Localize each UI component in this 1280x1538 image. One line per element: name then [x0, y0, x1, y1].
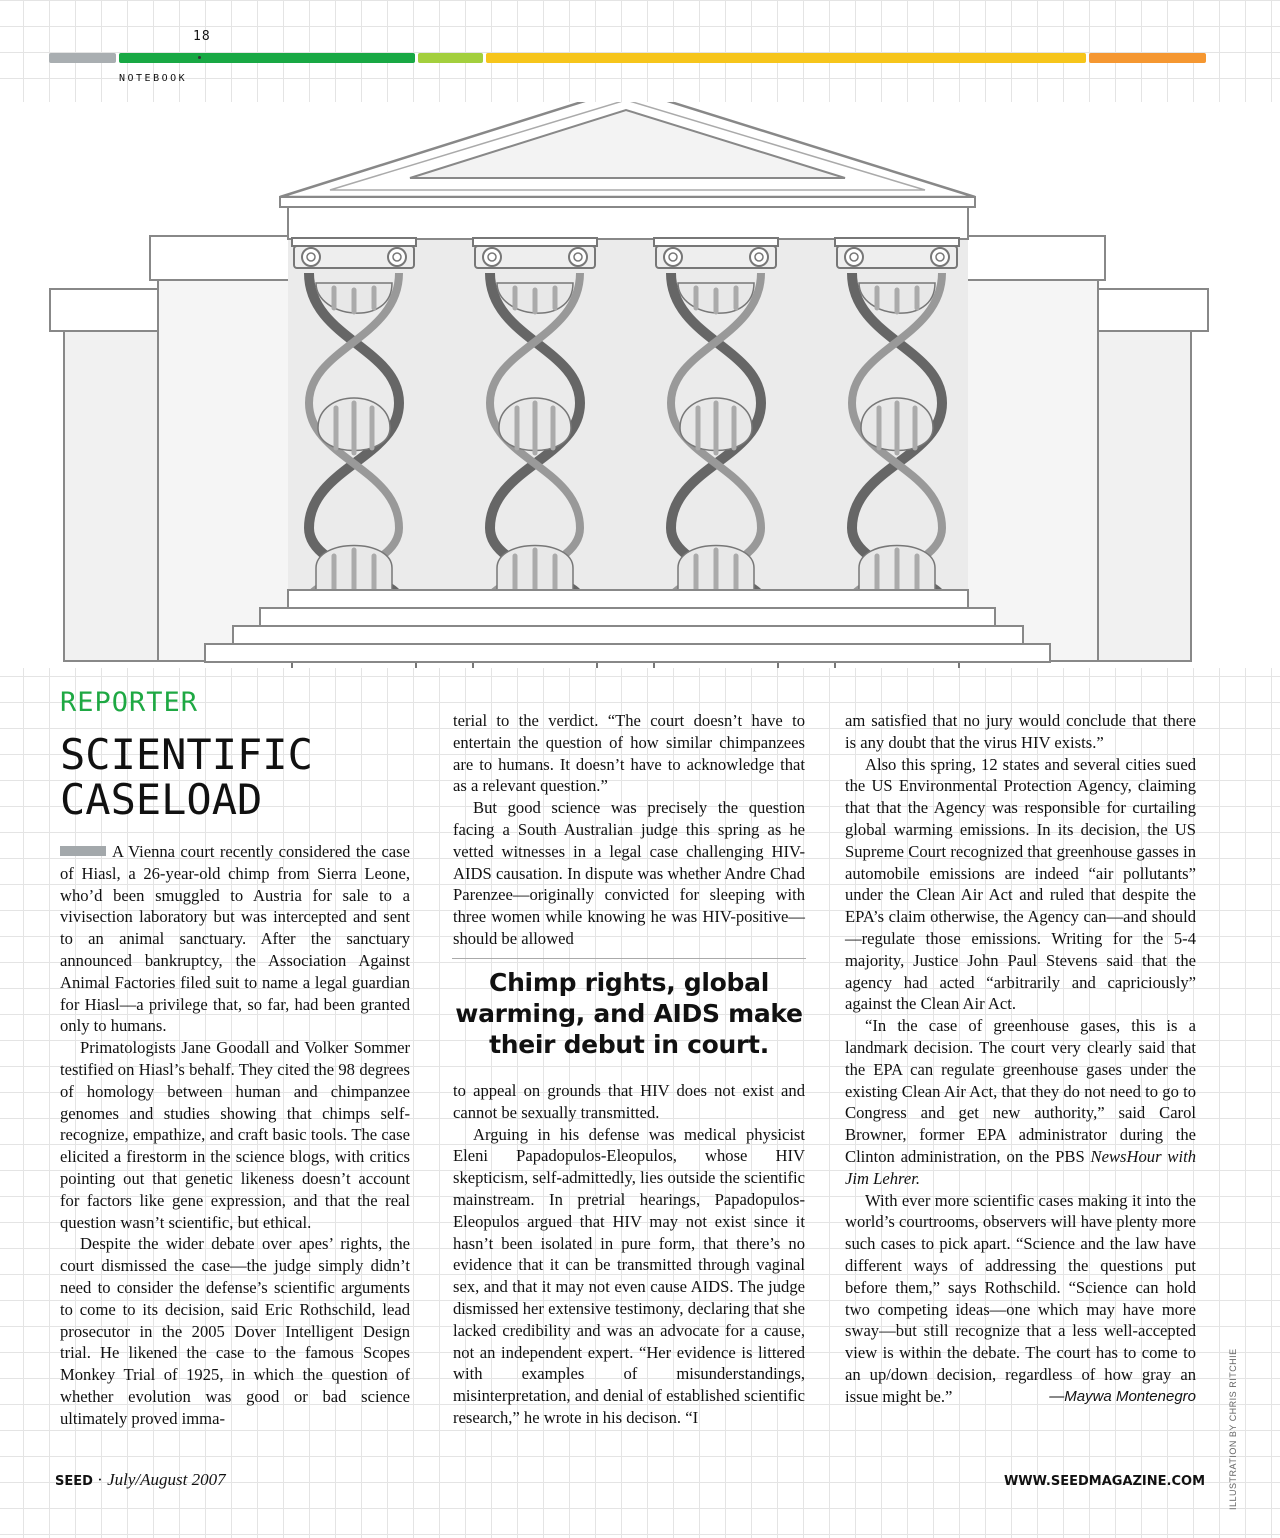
- footer-website: WWW.SEEDMAGAZINE.COM: [1003, 1474, 1205, 1489]
- color-bar-orange: [1089, 53, 1206, 63]
- headline-line-1: SCIENTIFIC: [60, 730, 313, 779]
- paragraph: Arguing in his defense was medical physicist Eleni Papadopulos-Eleopulos, whose HIV skepticism, self-admittedly, lies outside the scientific mainstream. In pretrial hearings, Papadopulos-Eleopulos argued that HIV may not exist since it hasn’t been isolated in pure form, that there’s no evidence that it can be transmitted through vaginal sex, and that it may not even cause AIDS. The judge dismissed her extensive testimony, declaring that she lacked credibility and was an advocate for a cause, not an independent expert. “Her evidence is littered with examples of misunderstandings, misinterpretation, and denial of established scientific research,” he wrote in his decison. “I: [453, 1124, 805, 1427]
- courthouse-illustration: [0, 102, 1280, 668]
- paragraph: to appeal on grounds that HIV does not exist and cannot be sexually transmitted.: [453, 1081, 805, 1122]
- article-column-3: [845, 710, 1196, 1408]
- paragraph: am satisfied that no jury would conclude that there is any doubt that the virus HIV exists.”: [845, 711, 1196, 752]
- article-column-2-top: [453, 710, 805, 950]
- color-bar-yellow: [486, 53, 1086, 63]
- author-signoff: —Maywa Montenegro: [1049, 1387, 1196, 1405]
- page-number: 18: [193, 29, 211, 44]
- article-kicker: REPORTER: [60, 687, 199, 718]
- color-bar-gray: [49, 53, 116, 63]
- footer-issue: [55, 1470, 226, 1490]
- section-label: NOTEBOOK: [119, 73, 188, 84]
- headline-line-2: CASELOAD: [60, 775, 263, 824]
- pull-quote: Chimp rights, global warming, and AIDS make their debut in court.: [452, 958, 806, 1060]
- footer-brand: SEED: [55, 1474, 93, 1489]
- paragraph: With ever more scientific cases making it into the world’s courtrooms, observers will have plenty more such cases to pick apart. “Science and the law have different ways of addressing the questions put before them,” says Rothschild. “Science can hold two competing ideas—one which may have more sway—but still recognize that a less well-accepted view is within the debate. The court has to come to an up/down decision, regardless of how gray an issue might be.” —Maywa Montenegro: [845, 1190, 1196, 1406]
- show-title: NewsHour with Jim Lehrer.: [845, 1146, 1196, 1188]
- paragraph: “In the case of greenhouse gases, this is a landmark decision. The court very clearly said that the EPA can regulate greenhouse gases under the existing Clean Air Act, that they do not need to go to Congress and get new authority,” said Carol Browner, former EPA administrator during the Clinton administration, on the PBS NewsHour with Jim Lehrer.: [845, 1016, 1196, 1188]
- article-column-2-bottom: [453, 1080, 805, 1429]
- footer-issue-date: July/August 2007: [107, 1470, 226, 1489]
- article-column-1: [60, 841, 410, 1430]
- color-bar-lime: [418, 53, 483, 63]
- paragraph: But good science was precisely the question facing a South Australian judge this spring as he vetted witnesses in a legal case challenging HIV-AIDS causation. In dispute was whether Andre Chad Parenzee—originally convicted for sleeping with three women while knowing he was HIV-positive—should be allowed: [453, 798, 805, 948]
- article-headline: [60, 732, 313, 822]
- paragraph: A Vienna court recently considered the case of Hiasl, a 26-year-old chimp from Sierra Leone, who’d been smuggled to Austria for sale to a vivisection laboratory but was intercepted and sent to an animal sanctuary. After the sanctuary announced bankruptcy, the Association Against Animal Factories filed suit to name a legal guardian for Hiasl—a privilege that, so far, had been granted only to humans.: [60, 842, 410, 1036]
- page-marker-dot: [198, 56, 201, 59]
- drop-bar: [60, 846, 106, 856]
- paragraph: Also this spring, 12 states and several cities sued the US Environmental Protection Agency, claiming that that the Agency was responsible for curtailing global warming emissions. In its decision, the US Supreme Court recognized that greenhouse gasses in automobile emissions are indeed “air pollutants” under the Clean Air Act and ruled that despite the EPA’s claim otherwise, the Agency can—and should—regulate those emissions. Writing for the 5-4 majority, Justice John Paul Stevens said that the agency had acted “arbitrarily and capriciously” against the Clean Air Act.: [845, 754, 1196, 1014]
- paragraph: terial to the verdict. “The court doesn’t have to entertain the question of how similar chimpanzees are to humans. It doesn’t have to acknowledge that as a relevant question.”: [453, 711, 805, 796]
- illustration-credit: ILLUSTRATION BY CHRIS RITCHIE: [1228, 1348, 1238, 1510]
- color-bar-green: [119, 53, 415, 63]
- courthouse-dna-icon: [0, 102, 1280, 668]
- footer-separator: ·: [92, 1470, 108, 1489]
- paragraph: Despite the wider debate over apes’ rights, the court dismissed the case—the judge simply didn’t need to consider the defense’s scientific arguments to come to its decision, said Eric Rothschild, lead prosecutor in the 2005 Dover Intelligent Design trial. He likened the case to the famous Scopes Monkey Trial of 1925, in which the question of whether evolution was good or bad science ultimately proved imma-: [60, 1234, 410, 1428]
- paragraph: Primatologists Jane Goodall and Volker Sommer testified on Hiasl’s behalf. They cited the 98 degrees of homology between human and chimpanzee genomes and studies showing that chimps self-recognize, empathize, and craft basic tools. The case elicited a firestorm in the science blogs, with critics pointing out that genetic likeness doesn’t account for factors like gene expression, and that the real question wasn’t scientific, but ethical.: [60, 1038, 410, 1232]
